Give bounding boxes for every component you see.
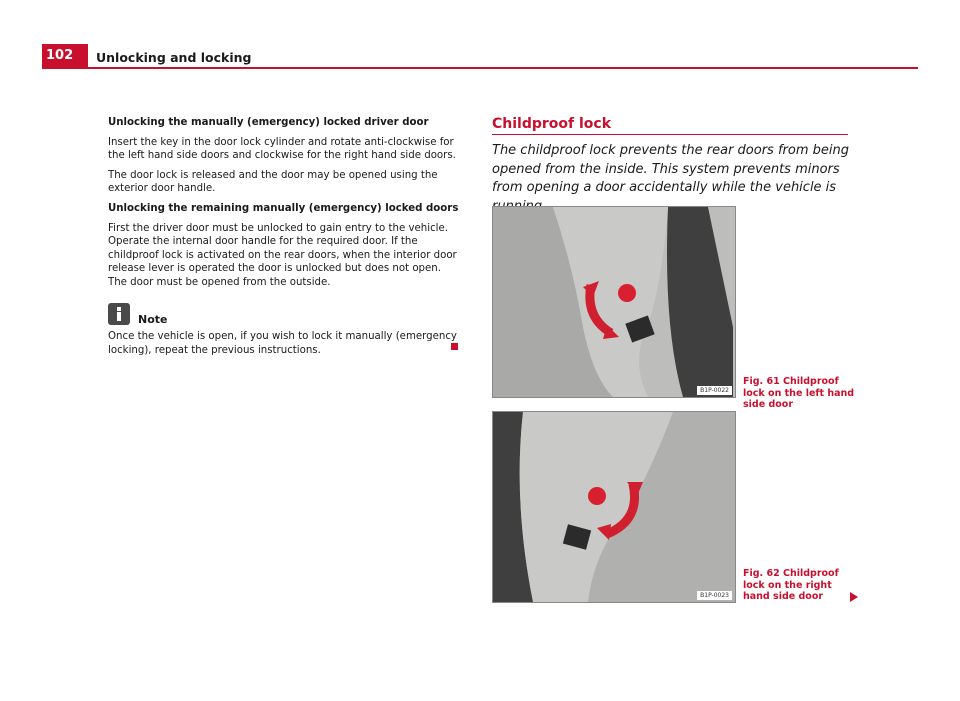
heading-driver-door: Unlocking the manually (emergency) locked driver door	[108, 117, 429, 128]
door-illustration	[493, 207, 735, 397]
figure-code: B1P-0023	[697, 591, 732, 600]
page-number: 102	[42, 44, 88, 67]
section-rule	[492, 134, 848, 135]
paragraph: First the driver door must be unlocked to gain entry to the vehicle. Operate the internal door handle for the required door. If the childproof lock is activated on the rear doors, when the interior door release lever is operated the door is unlocked but does not open. The door must be opened from the outside.	[108, 222, 457, 288]
section-title: Childproof lock	[492, 116, 612, 132]
figure-caption: Fig. 61 Childproof lock on the left hand side door	[743, 376, 855, 410]
chapter-title: Unlocking and locking	[96, 50, 252, 65]
note-icon	[108, 303, 130, 325]
section-end-icon	[451, 343, 458, 350]
figure-code: B1P-0022	[697, 386, 732, 395]
figure-right-door	[492, 411, 736, 603]
note-label: Note	[138, 313, 168, 326]
left-column	[108, 116, 460, 296]
figure-caption: Fig. 62 Childproof lock on the right hand side door	[743, 568, 839, 602]
continue-arrow-icon	[850, 592, 858, 602]
note-text: Once the vehicle is open, if you wish to lock it manually (emergency locking), repeat the previous instructions.	[108, 331, 457, 356]
heading-remaining-doors: Unlocking the remaining manually (emergency) locked doors	[108, 202, 459, 214]
section-intro: The childproof lock prevents the rear doors from being opened from the inside. This system prevents minors from opening a door accidentally while the vehicle is	[492, 143, 849, 195]
paragraph: Insert the key in the door lock cylinder and rotate anti-clockwise for the left hand side doors and clockwise for the right hand side doors.	[108, 136, 456, 162]
door-illustration	[493, 412, 735, 602]
paragraph: The door lock is released and the door may be opened using the exterior door handle.	[108, 169, 438, 195]
figure-left-door	[492, 206, 736, 398]
